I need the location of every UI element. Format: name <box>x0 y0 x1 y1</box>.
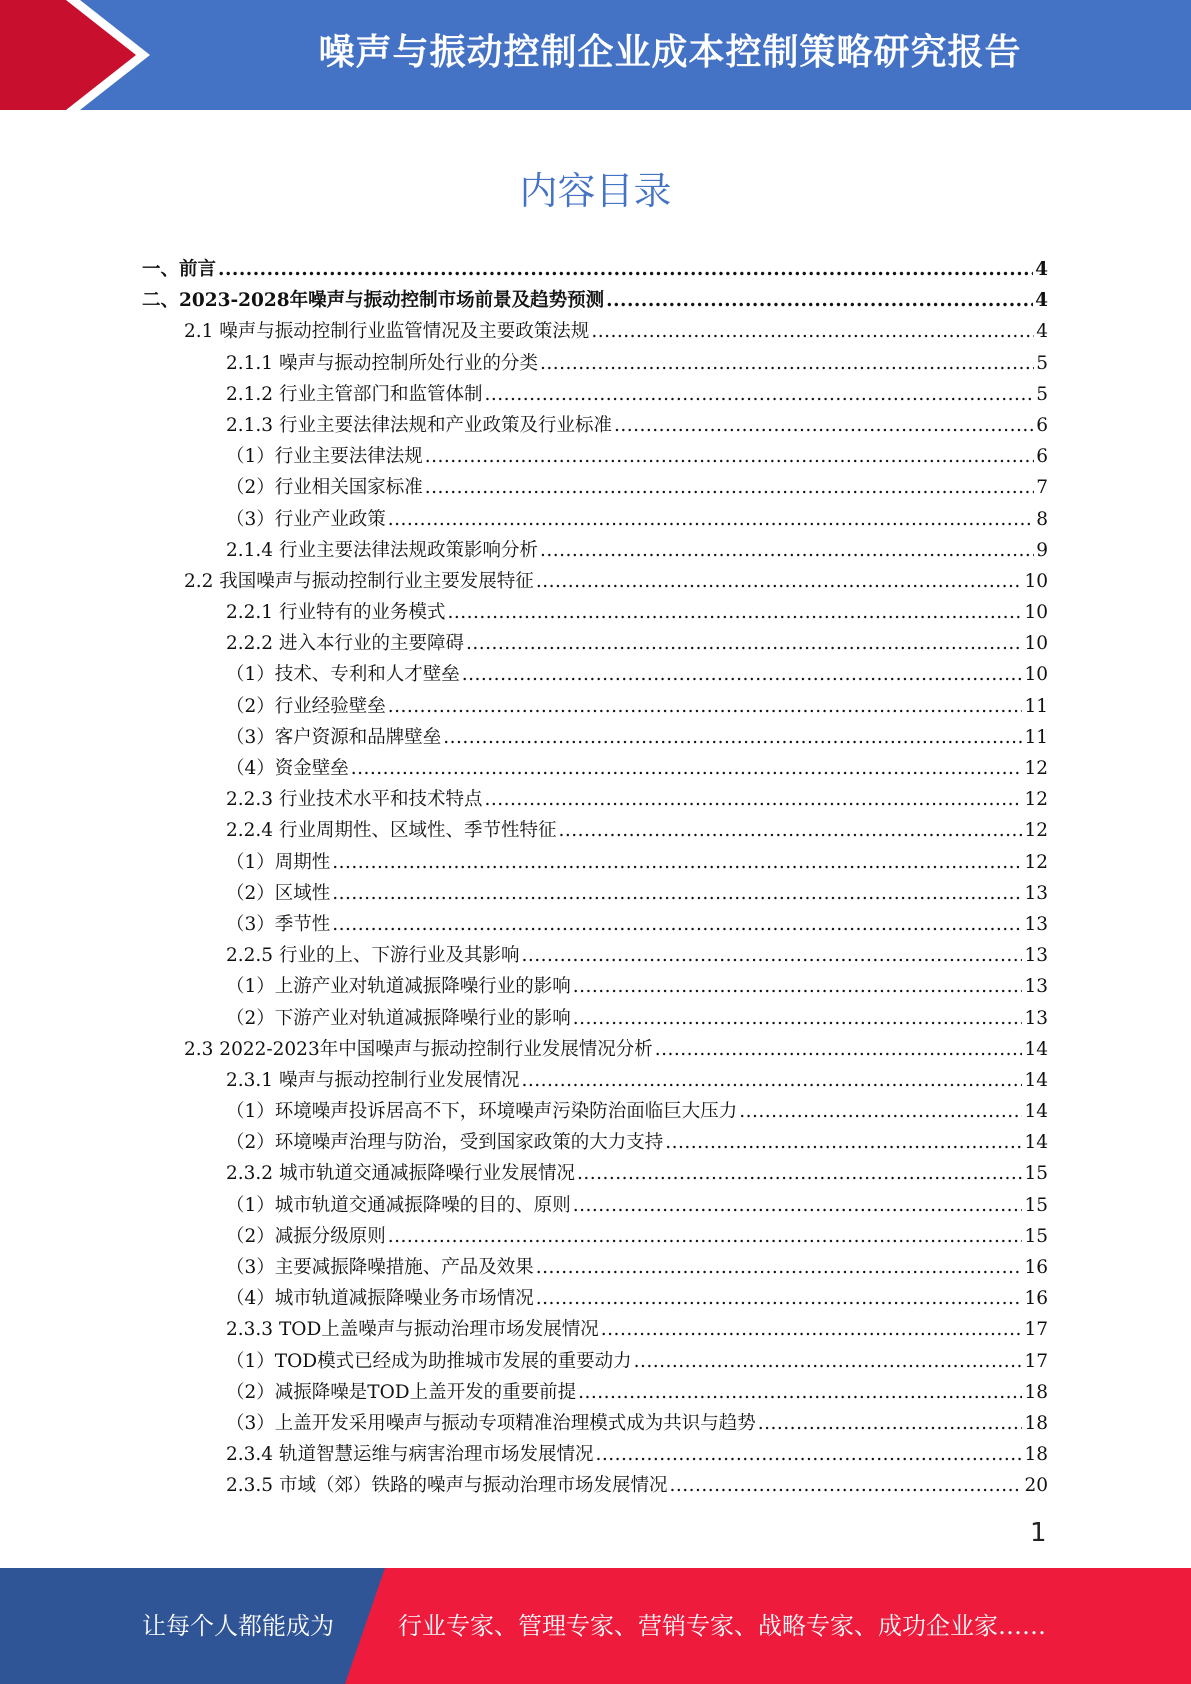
toc-entry[interactable] <box>142 878 1048 909</box>
toc-entry-page: 11 <box>1024 695 1048 717</box>
toc-entry-label: （2）减振分级原则 <box>226 1225 386 1247</box>
toc-entry-page: 5 <box>1036 383 1048 405</box>
toc-entry[interactable] <box>142 597 1048 628</box>
toc-entry-label: （3）客户资源和品牌壁垒 <box>226 726 442 748</box>
toc-leader-dots <box>540 535 1034 566</box>
toc-entry-page: 14 <box>1024 1101 1048 1123</box>
toc-entry-label: （1）环境噪声投诉居高不下，环境噪声污染防治面临巨大压力 <box>226 1101 738 1123</box>
toc-leader-dots <box>573 1003 1023 1034</box>
toc-entry-page: 17 <box>1024 1350 1048 1372</box>
toc-entry[interactable] <box>142 815 1048 846</box>
toc-entry[interactable] <box>142 1065 1048 1096</box>
toc-leader-dots <box>484 784 1022 815</box>
toc-entry[interactable] <box>142 1034 1048 1065</box>
toc-entry-page: 7 <box>1036 477 1048 499</box>
toc-entry-page: 14 <box>1024 1069 1048 1091</box>
toc-leader-dots <box>462 659 1023 690</box>
toc-entry-label: 二、2023-2028年噪声与振动控制市场前景及趋势预测 <box>142 290 605 312</box>
toc-entry-page: 10 <box>1024 570 1048 592</box>
toc-entry-label: （4）城市轨道减振降噪业务市场情况 <box>226 1288 534 1310</box>
toc-entry-label: 2.1.3 行业主要法律法规和产业政策及行业标准 <box>226 414 612 436</box>
toc-entry[interactable] <box>142 1190 1048 1221</box>
toc-entry[interactable] <box>142 379 1048 410</box>
table-of-contents <box>142 254 1048 1502</box>
toc-entry[interactable] <box>142 535 1048 566</box>
toc-entry[interactable] <box>142 1346 1048 1377</box>
toc-entry[interactable] <box>142 1439 1048 1470</box>
toc-entry-page: 15 <box>1024 1194 1048 1216</box>
toc-entry[interactable] <box>142 1252 1048 1283</box>
toc-entry-page: 18 <box>1024 1381 1048 1403</box>
toc-entry-label: 2.3.2 城市轨道交通减振降噪行业发展情况 <box>226 1163 575 1185</box>
toc-entry-label: （3）主要减振降噪措施、产品及效果 <box>226 1257 534 1278</box>
toc-entry-label: （4）资金壁垒 <box>226 758 349 779</box>
toc-entry[interactable] <box>142 1314 1048 1345</box>
report-title: 噪声与振动控制企业成本控制策略研究报告 <box>318 32 1022 73</box>
toc-entry-page: 10 <box>1024 633 1048 655</box>
toc-entry[interactable] <box>142 348 1048 379</box>
toc-leader-dots <box>614 410 1034 441</box>
toc-entry-page: 13 <box>1024 1007 1048 1029</box>
toc-leader-dots <box>739 1096 1022 1127</box>
toc-entry[interactable] <box>142 1221 1048 1252</box>
toc-entry-label: （3）行业产业政策 <box>226 508 386 530</box>
toc-entry[interactable] <box>142 1283 1048 1314</box>
toc-leader-dots <box>425 472 1034 503</box>
toc-leader-dots <box>332 878 1022 909</box>
toc-leader-dots <box>634 1346 1023 1377</box>
toc-leader-dots <box>521 940 1022 971</box>
toc-entry-label: 2.2 我国噪声与振动控制行业主要发展特征 <box>184 570 534 592</box>
toc-entry-label: （2）减振降噪是TOD上盖开发的重要前提 <box>226 1381 577 1403</box>
toc-entry[interactable] <box>142 410 1048 441</box>
toc-leader-dots <box>536 1252 1023 1283</box>
toc-entry[interactable] <box>142 722 1048 753</box>
toc-leader-dots <box>443 722 1022 753</box>
toc-entry-label: （2）行业经验壁垒 <box>226 695 386 717</box>
toc-leader-dots <box>536 566 1023 597</box>
footer-slogan-right: 行业专家、管理专家、营销专家、战略专家、成功企业家…… <box>398 1612 1046 1640</box>
toc-entry-label: （1）行业主要法律法规 <box>226 446 423 468</box>
toc-leader-dots <box>669 1470 1022 1501</box>
toc-entry[interactable] <box>142 691 1048 722</box>
toc-leader-dots <box>388 691 1023 722</box>
toc-entry-label: 2.2.3 行业技术水平和技术特点 <box>226 789 483 811</box>
toc-leader-dots <box>595 1439 1022 1470</box>
toc-entry[interactable] <box>142 971 1048 1002</box>
toc-entry[interactable] <box>142 441 1048 472</box>
toc-entry[interactable] <box>142 1096 1048 1127</box>
toc-entry-page: 20 <box>1024 1475 1048 1497</box>
toc-leader-dots <box>332 847 1022 878</box>
toc-entry-label: 2.3 2022-2023年中国噪声与振动控制行业发展情况分析 <box>184 1038 653 1060</box>
toc-entry-page: 17 <box>1024 1319 1048 1341</box>
toc-entry-label: （3）上盖开发采用噪声与振动专项精准治理模式成为共识与趋势 <box>226 1412 756 1434</box>
toc-leader-dots <box>521 1065 1022 1096</box>
toc-entry[interactable] <box>142 909 1048 940</box>
toc-entry[interactable] <box>142 784 1048 815</box>
toc-entry-label: （1）周期性 <box>226 851 331 873</box>
toc-leader-dots <box>591 316 1034 347</box>
toc-entry-page: 12 <box>1024 758 1048 779</box>
toc-entry-page: 15 <box>1024 1163 1048 1185</box>
toc-entry[interactable] <box>142 1470 1048 1501</box>
toc-entry-label: （2）区域性 <box>226 882 331 904</box>
footer-banner <box>0 1568 1191 1684</box>
toc-entry-label: （2）下游产业对轨道减振降噪行业的影响 <box>226 1007 571 1029</box>
toc-heading: 内容目录 <box>519 169 672 213</box>
toc-entry-page: 12 <box>1024 820 1048 842</box>
toc-entry[interactable] <box>142 1408 1048 1439</box>
toc-entry-page: 4 <box>1035 259 1048 280</box>
toc-leader-dots <box>536 1283 1023 1314</box>
toc-leader-dots <box>218 254 1033 285</box>
toc-entry[interactable] <box>142 1003 1048 1034</box>
header-arrow-icon <box>0 0 136 110</box>
toc-entry-page: 14 <box>1024 1132 1048 1154</box>
toc-entry-label: 2.2.5 行业的上、下游行业及其影响 <box>226 945 520 967</box>
toc-entry-label: 2.1.1 噪声与振动控制所处行业的分类 <box>226 352 538 374</box>
toc-leader-dots <box>466 628 1022 659</box>
toc-entry[interactable] <box>142 940 1048 971</box>
toc-leader-dots <box>447 597 1022 628</box>
toc-entry[interactable] <box>142 1127 1048 1158</box>
toc-entry[interactable] <box>142 316 1048 347</box>
toc-entry-label: （2）环境噪声治理与防治，受到国家政策的大力支持 <box>226 1132 664 1154</box>
toc-leader-dots <box>425 441 1034 472</box>
header-banner <box>0 0 1191 110</box>
toc-leader-dots <box>577 1158 1022 1189</box>
toc-entry-label: （1）上游产业对轨道减振降噪行业的影响 <box>226 976 571 998</box>
toc-leader-dots <box>540 348 1034 379</box>
toc-entry-page: 16 <box>1024 1257 1048 1278</box>
toc-entry-page: 18 <box>1024 1412 1048 1434</box>
toc-entry-label: 2.1.2 行业主管部门和监管体制 <box>226 383 483 405</box>
page-number: 1 <box>1030 1518 1047 1548</box>
toc-entry[interactable] <box>142 753 1048 784</box>
toc-entry[interactable] <box>142 1377 1048 1408</box>
toc-leader-dots <box>758 1408 1023 1439</box>
toc-entry-label: （1）技术、专利和人才壁垒 <box>226 664 460 686</box>
toc-entry-page: 10 <box>1024 664 1048 686</box>
toc-entry-label: （2）行业相关国家标准 <box>226 477 423 499</box>
toc-entry[interactable] <box>142 566 1048 597</box>
toc-entry-label: 2.1.4 行业主要法律法规政策影响分析 <box>226 539 538 561</box>
toc-entry-label: 2.3.5 市域（郊）铁路的噪声与振动治理市场发展情况 <box>226 1475 668 1497</box>
toc-leader-dots <box>484 379 1034 410</box>
toc-leader-dots <box>573 971 1023 1002</box>
toc-entry-page: 12 <box>1024 851 1048 873</box>
toc-entry-page: 11 <box>1024 726 1048 748</box>
toc-entry-page: 10 <box>1024 602 1048 624</box>
toc-entry-page: 6 <box>1036 446 1048 468</box>
toc-leader-dots <box>655 1034 1023 1065</box>
toc-entry-label: 2.3.3 TOD上盖噪声与振动治理市场发展情况 <box>226 1319 599 1341</box>
toc-leader-dots <box>388 1221 1023 1252</box>
toc-entry-page: 15 <box>1024 1225 1048 1247</box>
toc-entry-page: 6 <box>1036 414 1048 436</box>
toc-entry-page: 16 <box>1024 1288 1048 1310</box>
toc-entry-label: （1）城市轨道交通减振降噪的目的、原则 <box>226 1194 571 1216</box>
toc-entry-label: 2.3.4 轨道智慧运维与病害治理市场发展情况 <box>226 1444 594 1466</box>
toc-leader-dots <box>606 285 1033 316</box>
toc-entry[interactable] <box>142 472 1048 503</box>
toc-entry[interactable] <box>142 847 1048 878</box>
toc-entry-page: 18 <box>1024 1444 1048 1466</box>
footer-slogan-left: 让每个人都能成为 <box>142 1612 334 1640</box>
toc-entry[interactable] <box>142 254 1048 285</box>
toc-entry[interactable] <box>142 659 1048 690</box>
toc-entry-label: （1）TOD模式已经成为助推城市发展的重要动力 <box>226 1350 632 1372</box>
toc-entry-page: 13 <box>1024 913 1048 935</box>
toc-entry-page: 13 <box>1024 976 1048 998</box>
toc-leader-dots <box>351 753 1023 784</box>
toc-leader-dots <box>558 815 1022 846</box>
toc-entry-label: 2.3.1 噪声与振动控制行业发展情况 <box>226 1069 520 1091</box>
toc-entry-page: 9 <box>1036 539 1048 561</box>
toc-entry[interactable] <box>142 1158 1048 1189</box>
toc-leader-dots <box>578 1377 1022 1408</box>
toc-entry-page: 5 <box>1036 352 1048 374</box>
toc-leader-dots <box>573 1190 1023 1221</box>
toc-leader-dots <box>332 909 1022 940</box>
toc-entry[interactable] <box>142 504 1048 535</box>
toc-entry[interactable] <box>142 628 1048 659</box>
toc-leader-dots <box>601 1314 1023 1345</box>
toc-entry-page: 13 <box>1024 945 1048 967</box>
toc-entry-page: 8 <box>1036 508 1048 530</box>
toc-entry-page: 4 <box>1035 290 1048 312</box>
toc-entry-page: 13 <box>1024 882 1048 904</box>
toc-entry-label: 2.2.2 进入本行业的主要障碍 <box>226 633 464 655</box>
toc-entry-page: 4 <box>1036 321 1048 343</box>
toc-entry-page: 12 <box>1024 789 1048 811</box>
toc-entry[interactable] <box>142 285 1048 316</box>
toc-entry-page: 14 <box>1024 1038 1048 1060</box>
toc-entry-label: 2.1 噪声与振动控制行业监管情况及主要政策法规 <box>184 321 590 343</box>
toc-leader-dots <box>388 504 1034 535</box>
toc-leader-dots <box>665 1127 1022 1158</box>
toc-entry-label: （3）季节性 <box>226 913 331 935</box>
toc-entry-label: 2.2.4 行业周期性、区域性、季节性特征 <box>226 820 557 842</box>
toc-entry-label: 2.2.1 行业特有的业务模式 <box>226 602 446 624</box>
toc-entry-label: 一、前言 <box>142 259 217 280</box>
